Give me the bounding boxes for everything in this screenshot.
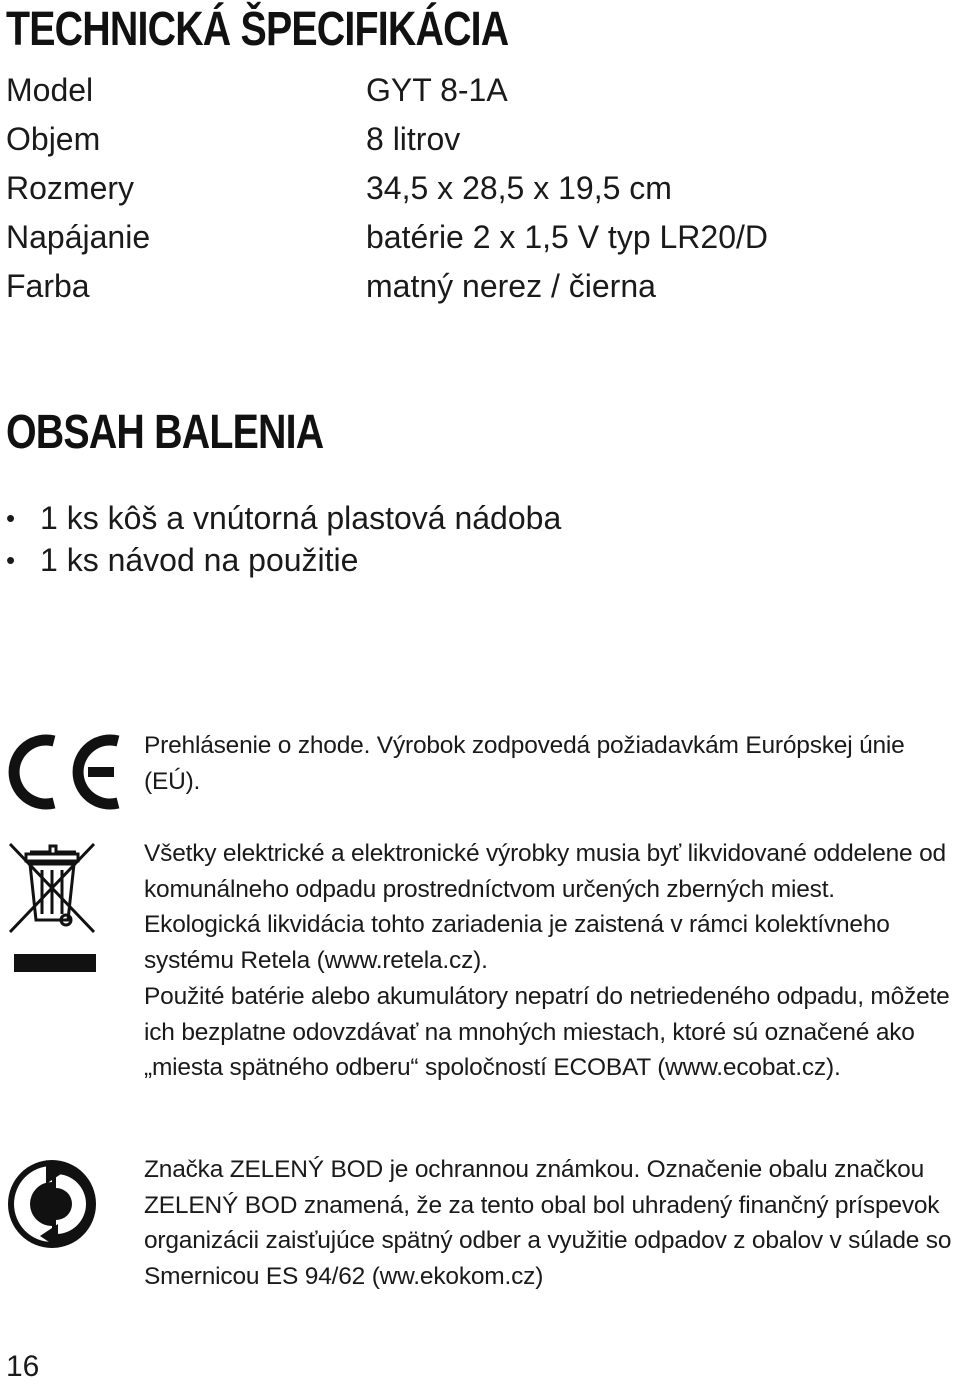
package-heading: OBSAH BALENIA [6,406,324,459]
spec-row-model [0,67,960,113]
spec-label: Objem [6,121,101,157]
spec-label: Farba [6,268,90,304]
list-item-text: 1 ks kôš a vnútorná plastová nádoba [40,500,562,536]
weee-notice-text: Všetky elektrické a elektronické výrobky musia byť likvidované oddelene od komunálneho odpadu prostredníctvom určených zberných miest. Ekologická likvidácia tohto zariadenia je zaistená v rámci kolektívneho systému Retela (www.retela.cz). [144,840,946,974]
spec-value: 34,5 x 28,5 x 19,5 cm [366,170,672,206]
spec-label: Napájanie [6,219,151,255]
spec-value: GYT 8-1A [366,72,508,108]
page-number: 16 [6,1350,40,1383]
bullet-icon: • [6,503,16,533]
spec-value: matný nerez / čierna [366,268,656,304]
green-dot-icon [6,1158,98,1250]
spec-value: 8 litrov [366,121,461,157]
bullet-icon: • [6,545,16,575]
crossed-bin-icon [6,840,98,976]
spec-heading: TECHNICKÁ ŠPECIFIKÁCIA [6,3,509,56]
green-dot-notice-text: Značka ZELENÝ BOD je ochrannou známkou. Označenie obalu značkou ZELENÝ BOD znamená, že za tento obal bol uhradený finančný príspevok organizácii zaisťujúce spätný odber a využitie odpadov z obalov v súlade so Smernicou ES 94/62 (ww.ekokom.cz) [144,1156,952,1290]
ce-mark-icon [8,731,120,813]
spec-row-color [0,263,960,309]
ce-notice-text: Prehlásenie o zhode. Výrobok zodpovedá požiadavkám Európskej únie (EÚ). [144,732,905,795]
spec-label: Rozmery [6,170,135,206]
spec-row-dimensions [0,165,960,211]
spec-label: Model [6,72,94,108]
spec-value: batérie 2 x 1,5 V typ LR20/D [366,219,768,255]
spec-row-volume [0,116,960,162]
battery-notice-text: Použité batérie alebo akumulátory nepatrí do netriedeného odpadu, môžete ich bezplatne odovzdávať na mnohých miestach, ktoré sú označené ako „miesta spätného odberu“ spoločností ECOBAT (www.ecobat.cz). [144,983,950,1081]
list-item-text: 1 ks návod na použitie [40,542,359,578]
spec-row-power [0,214,960,260]
